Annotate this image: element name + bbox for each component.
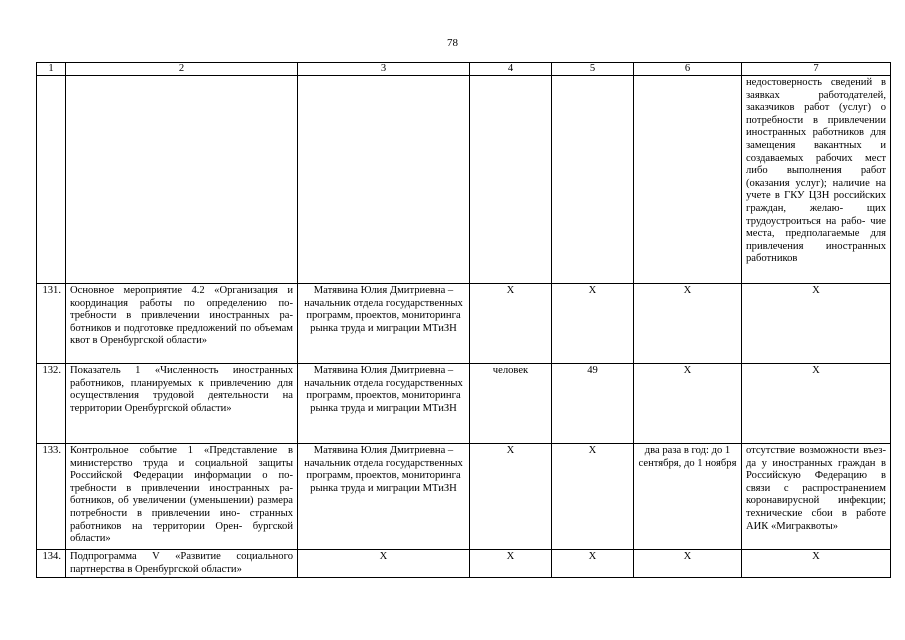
- responsible-person: Матявина Юлия Дмитриевна – начальник отдела государственных программ, проектов, мониторинга рынка труда и миграции МТиЗН: [298, 364, 470, 444]
- event-name: Показатель 1 «Численность иностранных работников, планируемых к привлечению для осуществления трудовой деятельности на территории Оренбургской области»: [66, 364, 298, 444]
- row-number: 133.: [37, 444, 66, 550]
- page-number: 78: [447, 37, 458, 49]
- value-cell: Х: [552, 550, 634, 578]
- column-header-3: 3: [298, 63, 470, 76]
- row-number: 134.: [37, 550, 66, 578]
- note-cell: Х: [742, 364, 891, 444]
- table-row: [37, 364, 891, 444]
- responsible-person: Х: [298, 550, 470, 578]
- value-cell: Х: [552, 444, 634, 550]
- program-table: [36, 62, 891, 578]
- deadline-cell: Х: [634, 364, 742, 444]
- deadline-cell: Х: [634, 550, 742, 578]
- column-header-2: 2: [66, 63, 298, 76]
- event-name: Подпрограмма V «Развитие социального партнерства в Оренбургской области»: [66, 550, 298, 578]
- column-header-7: 7: [742, 63, 891, 76]
- row-number: 132.: [37, 364, 66, 444]
- column-header-1: 1: [37, 63, 66, 76]
- table-row: [37, 444, 891, 550]
- event-name: Контрольное событие 1 «Представление в министерство труда и социальной защиты Российской Федерации информации о по- требности в привлечении иностранных ра- ботников, об увеличении (уменьшении) размера потребности в привлечении ино- странных работников на территории Орен- бургской области»: [66, 444, 298, 550]
- responsible-person: Матявина Юлия Дмитриевна – начальник отдела государственных программ, проектов, мониторинга рынка труда и миграции МТиЗН: [298, 284, 470, 364]
- table-row: [37, 284, 891, 364]
- cont-note-cell: недостоверность сведений в заявках работодателей, заказчиков работ (услуг) о потребности в привлечении иностранных работников для замещения вакантных и создаваемых рабочих мест либо выполнения работ (оказания услуг); наличие на учете в ГКУ ЦЗН российских граждан, желаю- щих трудоустроиться на рабо- чие места, предполагаемые для привлечения иностранных работников: [742, 76, 891, 284]
- unit-cell: Х: [470, 444, 552, 550]
- cont-deadline-cell: [634, 76, 742, 284]
- cont-name-cell: [66, 76, 298, 284]
- note-cell: Х: [742, 284, 891, 364]
- deadline-cell: два раза в год: до 1 сентября, до 1 ноября: [634, 444, 742, 550]
- event-name: Основное мероприятие 4.2 «Организация и координация работы по определению по- требности в привлечении иностранных ра- ботников и подготовке предложений по объемам квот в Оренбургской области»: [66, 284, 298, 364]
- value-cell: 49: [552, 364, 634, 444]
- column-header-6: 6: [634, 63, 742, 76]
- cont-num-cell: [37, 76, 66, 284]
- cont-unit-cell: [470, 76, 552, 284]
- unit-cell: Х: [470, 284, 552, 364]
- unit-cell: человек: [470, 364, 552, 444]
- deadline-cell: Х: [634, 284, 742, 364]
- table-row: [37, 550, 891, 578]
- unit-cell: Х: [470, 550, 552, 578]
- responsible-person: Матявина Юлия Дмитриевна – начальник отдела государственных программ, проектов, мониторинга рынка труда и миграции МТиЗН: [298, 444, 470, 550]
- column-header-5: 5: [552, 63, 634, 76]
- column-header-4: 4: [470, 63, 552, 76]
- value-cell: Х: [552, 284, 634, 364]
- continuation-row: [37, 76, 891, 284]
- row-number: 131.: [37, 284, 66, 364]
- cont-value-cell: [552, 76, 634, 284]
- note-cell: отсутствие возможности въез- да у иностранных граждан в Российскую Федерацию в связи с распространением коронавирусной инфекции; технические сбои в работе АИК «Миграквоты»: [742, 444, 891, 550]
- note-cell: Х: [742, 550, 891, 578]
- cont-responsible-cell: [298, 76, 470, 284]
- column-number-row: [37, 63, 891, 76]
